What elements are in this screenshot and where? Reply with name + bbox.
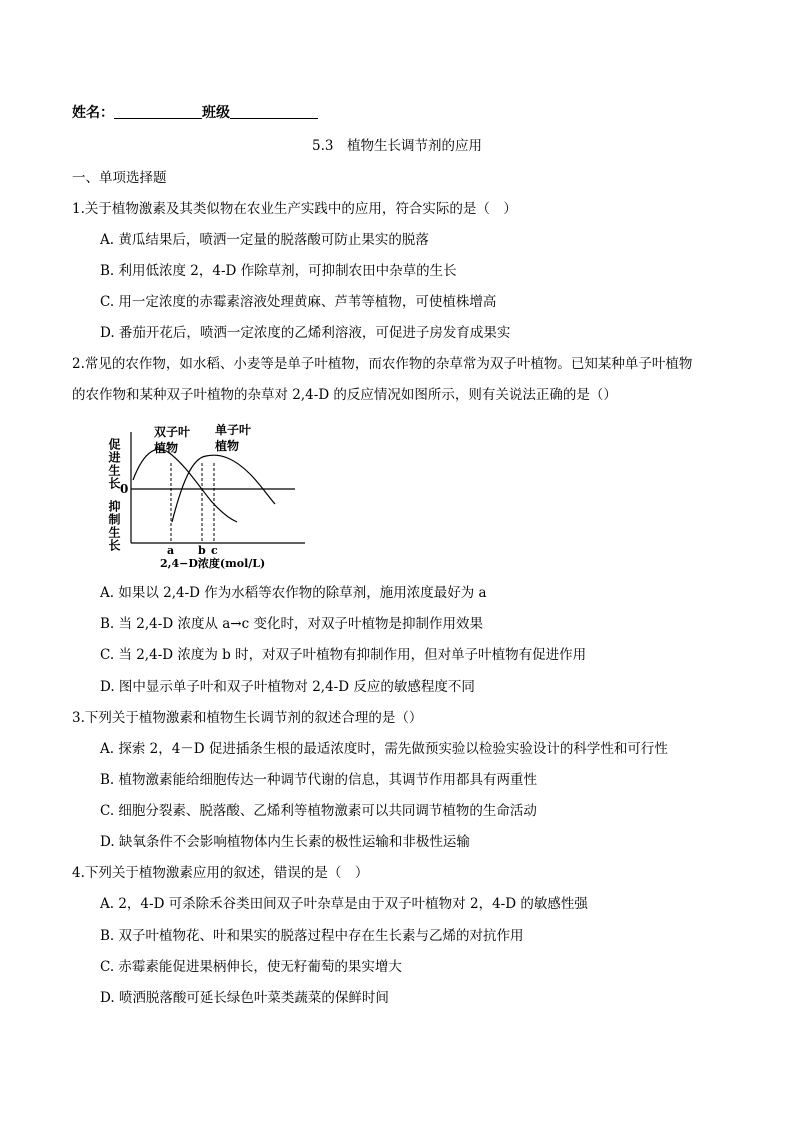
question-3-option-b: B. 植物激素能给细胞传达一种调节代谢的信息，其调节作用都具有两重性 <box>100 772 538 788</box>
question-3-option-a: A. 探索 2，4－D 促进插条生根的最适浓度时，需先做预实验以检验实验设计的科学性和可行性 <box>100 741 668 757</box>
name-label: 姓名： <box>72 105 114 121</box>
question-3-stem: 3.下列关于植物激素和植物生长调节剂的叙述合理的是（） <box>72 710 423 726</box>
tick-c: c <box>211 544 218 557</box>
zero-label: 0 <box>120 482 129 496</box>
dicot-label-line2: 植物 <box>154 441 179 455</box>
tick-a: a <box>167 544 175 557</box>
question-1-option-b: B. 利用低浓度 2，4-D 作除草剂，可抑制农田中杂草的生长 <box>100 263 457 279</box>
monocot-label-line2: 植物 <box>215 439 240 453</box>
question-4-stem: 4.下列关于植物激素应用的叙述，错误的是（ ） <box>72 865 369 881</box>
tick-b: b <box>198 544 206 557</box>
x-axis-label: 2,4−D浓度(mol/L) <box>160 557 266 570</box>
question-3-option-d: D. 缺氧条件不会影响植物体内生长素的极性运输和非极性运输 <box>100 834 470 850</box>
question-2-figure <box>100 418 310 570</box>
question-2-stem-line2: 的农作物和某种双子叶植物的杂草对 2,4-D 的反应情况如图所示，则有关说法正确的是（） <box>72 387 617 403</box>
ylabel-promote: 促进生长 <box>107 438 121 490</box>
question-4-option-a: A. 2，4-D 可杀除禾谷类田间双子叶杂草是由于双子叶植物对 2，4-D 的敏感性强 <box>100 896 588 912</box>
question-3-option-c: C. 细胞分裂素、脱落酸、乙烯利等植物激素可以共同调节植物的生命活动 <box>100 803 537 819</box>
class-label: 班级 <box>202 105 230 121</box>
name-class-line <box>72 102 318 122</box>
class-blank[interactable] <box>230 104 318 119</box>
ylabel-inhibit: 抑制生长 <box>107 500 121 552</box>
question-4-option-b: B. 双子叶植物花、叶和果实的脱落过程中存在生长素与乙烯的对抗作用 <box>100 928 524 944</box>
dicot-label-line1: 双子叶 <box>154 425 191 439</box>
dicot-curve <box>133 449 237 522</box>
question-1-option-c: C. 用一定浓度的赤霉素溶液处理黄麻、芦苇等植物，可使植株增高 <box>100 294 497 310</box>
question-2-option-c: C. 当 2,4-D 浓度为 b 时，对双子叶植物有抑制作用，但对单子叶植物有促进作用 <box>100 647 587 663</box>
question-2-option-b: B. 当 2,4-D 浓度从 a→c 变化时，对双子叶植物是抑制作用效果 <box>100 616 483 632</box>
name-blank[interactable] <box>114 104 202 119</box>
question-1-option-d: D. 番茄开花后，喷洒一定浓度的乙烯利溶液，可促进子房发育成果实 <box>100 325 511 341</box>
question-1-option-a: A. 黄瓜结果后，喷洒一定量的脱落酸可防止果实的脱落 <box>100 232 429 248</box>
question-2-option-a: A. 如果以 2,4-D 作为水稻等农作物的除草剂，施用浓度最好为 a <box>100 585 487 601</box>
question-4-option-d: D. 喷洒脱落酸可延长绿色叶菜类蔬菜的保鲜时间 <box>100 990 389 1006</box>
monocot-label-line1: 单子叶 <box>215 423 252 437</box>
question-1-stem: 1.关于植物激素及其类似物在农业生产实践中的应用，符合实际的是（ ） <box>72 201 517 217</box>
section-heading: 一、单项选择题 <box>72 170 167 186</box>
question-2-stem-line1: 2.常见的农作物，如水稻、小麦等是单子叶植物，而农作物的杂草常为双子叶植物。已知某种单子叶植物 <box>72 356 693 372</box>
page-title: 5.3 植物生长调节剂的应用 <box>312 138 482 154</box>
question-2-option-d: D. 图中显示单子叶和双子叶植物对 2,4-D 反应的敏感程度不同 <box>100 679 475 695</box>
question-4-option-c: C. 赤霉素能促进果柄伸长，使无籽葡萄的果实增大 <box>100 959 402 975</box>
